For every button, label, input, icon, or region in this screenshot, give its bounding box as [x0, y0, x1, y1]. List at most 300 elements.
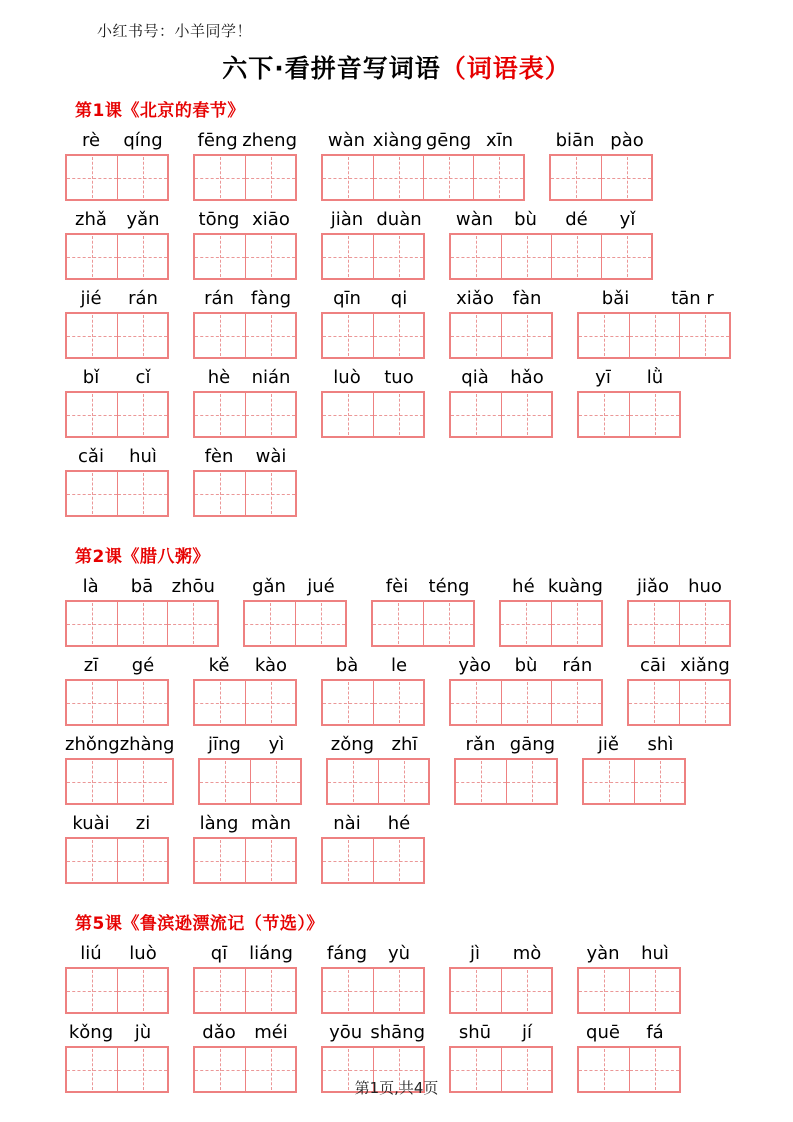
word-group [193, 130, 297, 201]
pinyin-syllable: gāng [509, 734, 556, 755]
writing-cell [373, 969, 423, 1012]
writing-cell [67, 314, 117, 357]
writing-cell [117, 393, 167, 436]
section-title: 第5课《鲁滨逊漂流记（节选）》 [75, 914, 324, 934]
writing-box-grid [627, 600, 731, 647]
writing-box-grid [193, 470, 297, 517]
pinyin-label [65, 734, 174, 756]
writing-cell [195, 235, 245, 278]
writing-cell [117, 969, 167, 1012]
pinyin-label [577, 1022, 681, 1044]
writing-box-grid [454, 758, 558, 805]
writing-box-grid [321, 312, 425, 359]
writing-cell [67, 156, 117, 199]
writing-box-grid [371, 600, 475, 647]
pinyin-syllable: xiǎng [680, 655, 730, 676]
writing-cell [323, 314, 373, 357]
pinyin-label [449, 655, 603, 677]
pinyin-label [321, 655, 425, 677]
writing-cell [323, 235, 373, 278]
pinyin-syllable: fàng [250, 288, 292, 309]
pinyin-syllable: dé [565, 209, 588, 230]
writing-box-grid [193, 837, 297, 884]
word-group [65, 209, 169, 280]
pinyin-label [577, 288, 731, 310]
word-group [65, 734, 174, 805]
writing-cell [67, 839, 117, 882]
pinyin-syllable: wàn [455, 209, 494, 230]
writing-box-grid [65, 967, 169, 1014]
writing-cell [629, 681, 679, 724]
writing-cell [245, 235, 295, 278]
writing-box-grid [321, 154, 525, 201]
writing-box-grid [193, 154, 297, 201]
writing-cell [473, 156, 523, 199]
writing-cell [245, 156, 295, 199]
writing-box-grid [193, 391, 297, 438]
writing-cell [245, 393, 295, 436]
word-group [449, 943, 553, 1014]
pinyin-label [449, 367, 553, 389]
pinyin-syllable: mò [512, 943, 542, 964]
pinyin-syllable: luò [129, 943, 157, 964]
word-group [243, 576, 347, 647]
writing-cell [629, 314, 679, 357]
writing-cell [579, 969, 629, 1012]
pinyin-label [371, 576, 475, 598]
pinyin-label [321, 1022, 425, 1044]
writing-cell [200, 760, 250, 803]
writing-cell [245, 839, 295, 882]
writing-box-grid [65, 233, 169, 280]
writing-box-grid [65, 391, 169, 438]
writing-box-grid [321, 837, 425, 884]
word-group [582, 734, 686, 805]
writing-box-grid [577, 312, 731, 359]
word-group [198, 734, 302, 805]
writing-box-grid [65, 600, 219, 647]
pinyin-syllable: fēng [197, 130, 238, 151]
writing-box-grid [549, 154, 653, 201]
word-row [65, 734, 793, 805]
pinyin-label [321, 367, 425, 389]
word-group [193, 288, 297, 359]
writing-box-grid [193, 312, 297, 359]
pinyin-syllable: yàn [586, 943, 620, 964]
writing-box-grid [499, 600, 603, 647]
writing-cell [456, 760, 506, 803]
writing-box-grid [321, 391, 425, 438]
writing-cell [451, 314, 501, 357]
word-group [627, 655, 731, 726]
word-group [449, 367, 553, 438]
writing-cell [250, 760, 300, 803]
pinyin-syllable: jù [134, 1022, 152, 1043]
writing-box-grid [627, 679, 731, 726]
pinyin-syllable: yǐ [619, 209, 636, 230]
writing-cell [501, 969, 551, 1012]
word-group [326, 734, 430, 805]
word-group [577, 288, 731, 359]
writing-box-grid [193, 233, 297, 280]
pinyin-label [193, 1022, 297, 1044]
pinyin-syllable: yì [268, 734, 285, 755]
account-note: 小红书号：小羊同学！ [97, 22, 253, 40]
word-row [65, 130, 793, 201]
writing-cell [195, 681, 245, 724]
writing-cell [679, 681, 729, 724]
writing-cell [579, 314, 629, 357]
pinyin-label [449, 943, 553, 965]
pinyin-syllable: yào [458, 655, 492, 676]
writing-cell [245, 969, 295, 1012]
pinyin-syllable: téng [428, 576, 470, 597]
sections [65, 96, 793, 1093]
pinyin-syllable: qī [210, 943, 228, 964]
word-group [577, 943, 681, 1014]
pinyin-label [499, 576, 603, 598]
pinyin-syllable: là [82, 576, 99, 597]
pinyin-syllable: jiǎo [636, 576, 670, 597]
word-group [65, 943, 169, 1014]
pinyin-label [321, 288, 425, 310]
word-row [65, 209, 793, 280]
writing-cell [67, 602, 117, 645]
writing-cell [195, 314, 245, 357]
writing-cell [323, 681, 373, 724]
pinyin-syllable: bǐ [82, 367, 100, 388]
writing-cell [117, 681, 167, 724]
writing-cell [378, 760, 428, 803]
writing-cell [323, 393, 373, 436]
pinyin-syllable: méi [254, 1022, 288, 1043]
pinyin-syllable: nài [333, 813, 361, 834]
writing-cell [579, 393, 629, 436]
word-row [65, 576, 793, 647]
writing-cell [195, 156, 245, 199]
pinyin-syllable: fèi [385, 576, 409, 597]
writing-box-grid [65, 679, 169, 726]
word-group [454, 734, 558, 805]
writing-cell [451, 969, 501, 1012]
writing-box-grid [326, 758, 430, 805]
writing-cell [245, 602, 295, 645]
writing-cell [195, 839, 245, 882]
writing-cell [373, 602, 423, 645]
writing-cell [551, 235, 601, 278]
pinyin-syllable: hé [387, 813, 411, 834]
section-title: 第1课《北京的春节》 [75, 101, 245, 121]
writing-box-grid [193, 967, 297, 1014]
pinyin-syllable: bù [514, 655, 538, 676]
pinyin-label [321, 943, 425, 965]
writing-cell [117, 839, 167, 882]
pinyin-syllable: bǎi [601, 288, 630, 309]
pinyin-syllable: rán [204, 288, 234, 309]
writing-cell [501, 314, 551, 357]
writing-cell [373, 156, 423, 199]
pinyin-syllable: fá [646, 1022, 664, 1043]
pinyin-syllable: huì [129, 446, 157, 467]
pinyin-syllable: le [390, 655, 408, 676]
word-group [499, 576, 603, 647]
word-group [371, 576, 475, 647]
writing-cell [423, 602, 473, 645]
pinyin-syllable: zǒng [330, 734, 375, 755]
writing-box-grid [198, 758, 302, 805]
word-group [321, 367, 425, 438]
pinyin-syllable: xiāo [252, 209, 290, 230]
writing-cell [584, 760, 634, 803]
word-group [449, 288, 553, 359]
word-row [65, 288, 793, 359]
word-group [321, 209, 425, 280]
pinyin-syllable: jué [307, 576, 335, 597]
word-row [65, 367, 793, 438]
word-group [193, 209, 297, 280]
writing-box-grid [577, 967, 681, 1014]
writing-box-grid [321, 679, 425, 726]
pinyin-label [193, 813, 297, 835]
writing-cell [245, 314, 295, 357]
writing-cell [67, 472, 117, 515]
writing-box-grid [321, 967, 425, 1014]
pinyin-label [321, 130, 525, 152]
pinyin-syllable: fàn [512, 288, 542, 309]
pinyin-label [454, 734, 558, 756]
pinyin-syllable: bā [130, 576, 154, 597]
word-group [627, 576, 731, 647]
writing-cell [373, 839, 423, 882]
pinyin-label [65, 655, 169, 677]
pinyin-syllable: zhàng [119, 734, 175, 755]
writing-cell [501, 393, 551, 436]
writing-cell [67, 681, 117, 724]
writing-cell [117, 156, 167, 199]
pinyin-syllable: jīng [208, 734, 241, 755]
pinyin-label [449, 288, 553, 310]
writing-cell [601, 156, 651, 199]
pinyin-syllable: shū [458, 1022, 492, 1043]
writing-box-grid [449, 233, 653, 280]
writing-cell [195, 969, 245, 1012]
pinyin-syllable: shì [647, 734, 674, 755]
word-group [65, 130, 169, 201]
pinyin-label [627, 576, 731, 598]
pinyin-syllable: yī [595, 367, 611, 388]
writing-cell [67, 969, 117, 1012]
pinyin-syllable: yù [387, 943, 411, 964]
pinyin-label [193, 209, 297, 231]
pinyin-syllable: qīn [333, 288, 361, 309]
pinyin-label [65, 209, 169, 231]
pinyin-syllable: tōng [198, 209, 240, 230]
writing-cell [323, 156, 373, 199]
writing-cell [451, 681, 501, 724]
word-group [321, 813, 425, 884]
writing-cell [634, 760, 684, 803]
pinyin-syllable: kě [208, 655, 230, 676]
pinyin-label [326, 734, 430, 756]
pinyin-label [193, 446, 297, 468]
writing-cell [117, 602, 167, 645]
pinyin-syllable: jì [469, 943, 480, 964]
pinyin-syllable: quē [586, 1022, 620, 1043]
word-group [321, 943, 425, 1014]
pinyin-syllable: huo [688, 576, 722, 597]
writing-cell [323, 839, 373, 882]
pinyin-syllable: kào [254, 655, 288, 676]
pinyin-syllable: qi [390, 288, 408, 309]
pinyin-label [65, 130, 169, 152]
pinyin-syllable: qià [461, 367, 489, 388]
writing-cell [629, 602, 679, 645]
pinyin-syllable: hé [512, 576, 535, 597]
pinyin-label [65, 288, 169, 310]
pinyin-syllable: fèn [204, 446, 234, 467]
pinyin-syllable: shāng [370, 1022, 425, 1043]
word-group [321, 288, 425, 359]
writing-cell [117, 760, 167, 803]
pinyin-syllable: kǒng [68, 1022, 114, 1043]
writing-cell [601, 235, 651, 278]
writing-cell [551, 681, 601, 724]
pinyin-syllable: làng [199, 813, 239, 834]
writing-cell [679, 314, 729, 357]
word-group [321, 130, 525, 201]
writing-cell [295, 602, 345, 645]
pinyin-syllable: zhǎ [75, 209, 107, 230]
writing-box-grid [193, 679, 297, 726]
writing-cell [245, 472, 295, 515]
word-row [65, 655, 793, 726]
pinyin-syllable: zhī [391, 734, 418, 755]
pinyin-syllable: hǎo [510, 367, 544, 388]
pinyin-syllable: gēng [425, 130, 472, 151]
pinyin-syllable: zhōu [171, 576, 215, 597]
writing-cell [323, 969, 373, 1012]
pinyin-syllable: rán [128, 288, 158, 309]
pinyin-syllable: liáng [249, 943, 293, 964]
writing-box-grid [65, 758, 174, 805]
pinyin-syllable: tān r [671, 288, 714, 309]
writing-cell [167, 602, 217, 645]
writing-cell [117, 472, 167, 515]
writing-cell [423, 156, 473, 199]
pinyin-syllable: pào [610, 130, 644, 151]
pinyin-label [65, 943, 169, 965]
writing-cell [501, 681, 551, 724]
writing-box-grid [321, 233, 425, 280]
word-group [193, 446, 297, 517]
pinyin-syllable: zhǒng [65, 734, 120, 755]
section-title: 第2课《腊八粥》 [75, 547, 210, 567]
writing-cell [501, 602, 551, 645]
pinyin-syllable: cǎi [78, 446, 104, 467]
word-row [65, 446, 793, 517]
writing-box-grid [449, 679, 603, 726]
pinyin-label [65, 1022, 169, 1044]
word-row [65, 943, 793, 1014]
pinyin-syllable: gǎn [252, 576, 286, 597]
pinyin-syllable: liú [80, 943, 102, 964]
pinyin-label [193, 655, 297, 677]
page-number: 第1页,共4页 [354, 1079, 439, 1097]
page-title-highlight: （词语表） [440, 54, 571, 83]
pinyin-syllable: xiǎo [456, 288, 494, 309]
writing-cell [67, 235, 117, 278]
writing-box-grid [577, 391, 681, 438]
writing-box-grid [449, 312, 553, 359]
page-title [0, 49, 793, 85]
lesson-section [65, 909, 793, 1093]
pinyin-syllable: wài [255, 446, 287, 467]
pinyin-syllable: jié [80, 288, 102, 309]
writing-cell [67, 760, 117, 803]
writing-cell [629, 393, 679, 436]
pinyin-label [65, 813, 169, 835]
pinyin-syllable: gé [131, 655, 155, 676]
pinyin-syllable: zheng [242, 130, 297, 151]
writing-box-grid [65, 470, 169, 517]
word-group [449, 209, 653, 280]
writing-cell [679, 602, 729, 645]
word-group [193, 367, 297, 438]
pinyin-label [193, 288, 297, 310]
writing-box-grid [449, 967, 553, 1014]
pinyin-syllable: bà [335, 655, 359, 676]
pinyin-syllable: màn [251, 813, 291, 834]
pinyin-syllable: nián [251, 367, 291, 388]
page-title-main: 六下·看拼音写词语 [222, 54, 441, 83]
writing-cell [451, 235, 501, 278]
writing-cell [506, 760, 556, 803]
lesson-section [65, 542, 793, 884]
pinyin-label [65, 576, 219, 598]
lesson-section [65, 96, 793, 517]
writing-cell [67, 393, 117, 436]
pinyin-label [577, 943, 681, 965]
pinyin-syllable: kuàng [547, 576, 603, 597]
writing-cell [629, 969, 679, 1012]
writing-box-grid [243, 600, 347, 647]
pinyin-syllable: duàn [376, 209, 422, 230]
pinyin-syllable: cāi [640, 655, 666, 676]
pinyin-syllable: jiàn [330, 209, 364, 230]
pinyin-label [243, 576, 347, 598]
pinyin-label [193, 367, 297, 389]
writing-cell [245, 681, 295, 724]
writing-cell [373, 681, 423, 724]
pinyin-syllable: tuo [384, 367, 414, 388]
word-group [321, 655, 425, 726]
pinyin-syllable: luò [333, 367, 361, 388]
pinyin-syllable: xiàng [372, 130, 423, 151]
pinyin-label [582, 734, 686, 756]
word-group [577, 367, 681, 438]
writing-box-grid [449, 391, 553, 438]
pinyin-label [449, 1022, 553, 1044]
writing-cell [117, 235, 167, 278]
pinyin-syllable: yōu [329, 1022, 363, 1043]
pinyin-syllable: xīn [485, 130, 514, 151]
pinyin-syllable: yǎn [126, 209, 160, 230]
pinyin-syllable: hè [207, 367, 231, 388]
word-group [549, 130, 653, 201]
writing-cell [328, 760, 378, 803]
pinyin-label [449, 209, 653, 231]
pinyin-syllable: fáng [326, 943, 368, 964]
